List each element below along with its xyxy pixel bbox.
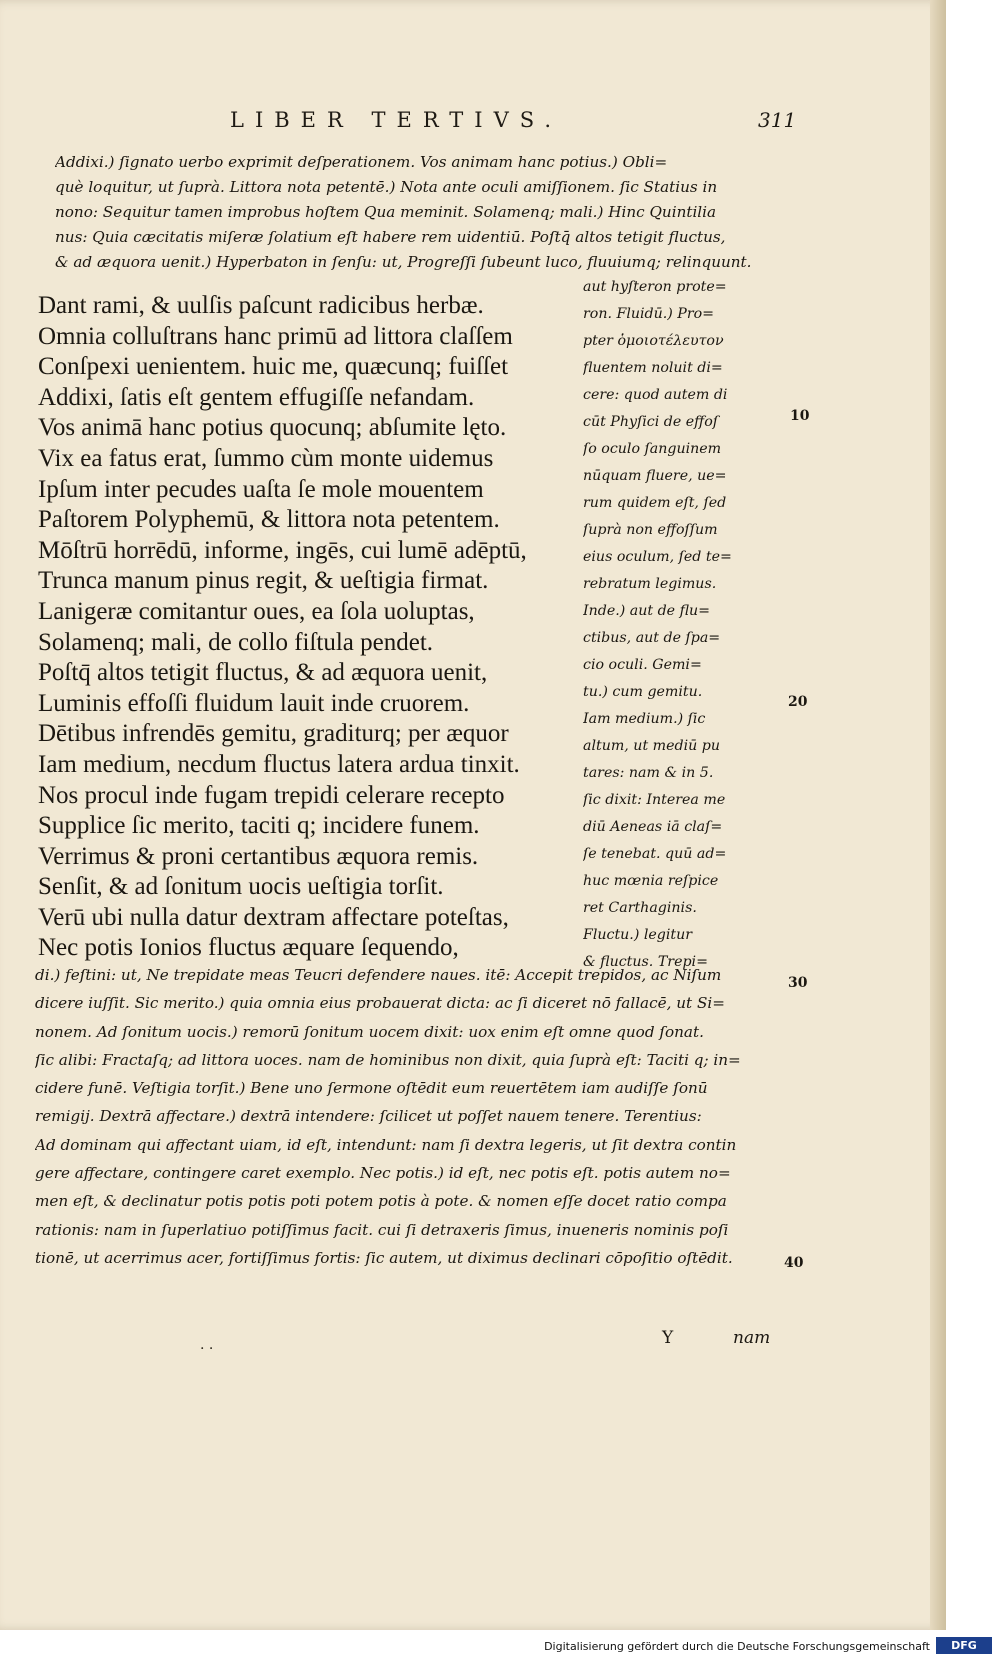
verse-line: Senſit, & ad ſonitum uocis ueſtigia torſit. xyxy=(38,873,444,901)
verse-line: Poſtq̄ altos tetigit fluctus, & ad æquora uenit, xyxy=(38,659,488,687)
commentary-line: rationis: nam in ſuperlatiuo potiſſimus facit. cui ſi detraxeris ſimus, inueneris nominis poſi xyxy=(35,1220,729,1239)
gloss-line: pter ὁμοιοτέλευτον xyxy=(583,333,724,349)
running-head xyxy=(0,108,946,142)
gloss-line: aut hyſteron prote= xyxy=(583,279,727,295)
commentary-line: dicere iuſſit. Sic merito.) quia omnia eius probauerat dicta: ac ſi diceret nō fallacē, ut Si= xyxy=(35,994,725,1013)
gloss-line: fluentem noluit di= xyxy=(583,360,723,376)
verse-block xyxy=(38,291,588,964)
line-number-40: 40 xyxy=(784,1255,804,1271)
printer-dots: . . xyxy=(200,1337,214,1353)
commentary-line: nono: Sequitur tamen improbus hoſtem Qua meminit. Solamenq; mali.) Hinc Quintilia xyxy=(55,203,717,221)
verse-line: Conſpexi uenientem. huic me, quæcunq; fuiſſet xyxy=(38,353,509,381)
verse-line: Dant rami, & uulſis paſcunt radicibus herbæ. xyxy=(38,292,484,319)
commentary-line: remigij. Dextrā affectare.) dextrā intendere: ſcilicet ut poſſet nauem tenere. Terentius: xyxy=(35,1107,702,1126)
side-gloss xyxy=(583,274,778,976)
catchword: nam xyxy=(733,1328,771,1348)
gloss-line: cere: quod autem di xyxy=(583,387,728,403)
dfg-logo-icon: DFG xyxy=(936,1637,992,1654)
running-title: LIBER TERTIVS. xyxy=(230,108,563,132)
commentary-line: ſic alibi: Fractaſq; ad littora uoces. nam de hominibus non dixit, quia ſuprà eſt: Taciti q; in= xyxy=(35,1050,741,1069)
verse-line: Vos animā hanc potius quocunq; abſumite lęto. xyxy=(38,414,507,442)
commentary-top xyxy=(55,150,780,275)
gloss-line: rum quidem eſt, ſed xyxy=(583,495,727,511)
line-number-20: 20 xyxy=(788,694,808,710)
verse-line: Addixi, ſatis eſt gentem effugiſſe nefandam. xyxy=(38,383,475,411)
line-number-30: 30 xyxy=(788,975,808,991)
gloss-line: Inde.) aut de flu= xyxy=(583,603,711,619)
verse-line: Lanigeræ comitantur oues, ea ſola uoluptas, xyxy=(38,597,475,625)
gloss-line: ret Carthaginis. xyxy=(583,900,697,916)
verse-line: Nec potis Ionios fluctus æquare ſequendo, xyxy=(38,934,459,962)
gloss-line: diū Aeneas iā claſ= xyxy=(583,819,723,835)
commentary-line: & ad æquora uenit.) Hyperbaton in ſenſu: ut, Progreſſi ſubeunt luco, fluuiumq; relinquunt. xyxy=(55,253,752,271)
verse-line: Solamenq; mali, de collo fiſtula pendet. xyxy=(38,628,434,656)
verse-line: Dētibus infrendēs gemitu, graditurq; per æquor xyxy=(38,720,509,748)
commentary-line: men eſt, & declinatur potis potis poti potem potis à pote. & nomen eſſe docet ratio compa xyxy=(35,1192,727,1211)
verse-line: Omnia colluſtrans hanc primū ad littora claſſem xyxy=(38,322,513,350)
commentary-line: nonem. Ad ſonitum uocis.) remorū ſonitum uocem dixit: uox enim eſt omne quod ſonat. xyxy=(35,1022,704,1041)
gloss-line: cūt Phyſici de effoſ xyxy=(583,414,719,430)
gloss-line: huc mœnia reſpice xyxy=(583,873,719,889)
commentary-line: gere affectare, contingere caret exemplo. Nec potis.) id eſt, nec potis eſt. potis autem no= xyxy=(35,1164,731,1183)
gloss-line: Fluctu.) legitur xyxy=(583,927,693,943)
gloss-line: Iam medium.) ſic xyxy=(583,711,706,727)
verse-line: Verrimus & proni certantibus æquora remis. xyxy=(38,842,479,870)
verse-line: Supplice ſic merito, taciti q; incidere funem. xyxy=(38,812,480,840)
verse-line: Mōſtrū horrēdū, informe, ingēs, cui lumē adēptū, xyxy=(38,536,527,564)
commentary-line: Addixi.) ſignato uerbo exprimit deſperationem. Vos animam hanc potius.) Obli= xyxy=(55,153,668,171)
gloss-line: ſo oculo ſanguinem xyxy=(583,441,722,457)
commentary-line: cidere funē. Veſtigia torſit.) Bene uno ſermone oſtēdit eum reuertētem iam audiſſe ſonū xyxy=(35,1079,708,1098)
gloss-line: tares: nam & in 5. xyxy=(583,765,714,781)
gloss-line: ron. Fluidū.) Pro= xyxy=(583,306,715,322)
funding-credit: Digitalisierung gefördert durch die Deutsche Forschungsgemeinschaft xyxy=(544,1640,930,1653)
verse-line: Vix ea fatus erat, ſummo cùm monte uidemus xyxy=(38,444,494,472)
folio-number: 311 xyxy=(758,108,797,132)
commentary-line: nus: Quia cæcitatis miſeræ ſolatium eſt habere rem uidentiū. Poſtq̄ altos tetigit fluctus, xyxy=(55,228,726,246)
gloss-line: ſic dixit: Interea me xyxy=(583,792,726,808)
commentary-bottom xyxy=(35,961,780,1272)
line-number-10: 10 xyxy=(790,408,810,424)
gloss-line: tu.) cum gemitu. xyxy=(583,684,703,700)
verse-line: Iam medium, necdum fluctus latera ardua tinxit. xyxy=(38,750,520,778)
commentary-line: di.) feſtini: ut, Ne trepidate meas Teucri defendere naues. itē: Accepit trepidos, ac Niſum xyxy=(35,966,722,984)
gloss-line: rebratum legimus. xyxy=(583,576,717,592)
gloss-line: ſe tenebat. quū ad= xyxy=(583,846,727,862)
verse-line: Verū ubi nulla datur dextram affectare poteſtas, xyxy=(38,903,509,931)
page-edge xyxy=(930,0,946,1630)
verse-line: Nos procul inde fugam trepidi celerare recepto xyxy=(38,781,505,809)
gloss-line: ſuprà non effoſſum xyxy=(583,522,718,538)
commentary-line: tionē, ut acerrimus acer, fortiſſimus fortis: ſic autem, ut diximus declinari cōpoſitio oſtēdit. xyxy=(35,1248,733,1267)
commentary-line: què loquitur, ut ſuprà. Littora nota petentē.) Nota ante oculi amiſſionem. ſic Statius in xyxy=(55,178,718,196)
signature-mark: Y xyxy=(662,1328,674,1348)
digitization-footer xyxy=(0,1630,1000,1659)
commentary-line: Ad dominam qui affectant uiam, id eſt, intendunt: nam ſi dextra legeris, ut ſit dextra contin xyxy=(35,1135,737,1154)
verse-line: Trunca manum pinus regit, & ueſtigia firmat. xyxy=(38,567,489,595)
gloss-line: cio oculi. Gemi= xyxy=(583,657,702,673)
verse-line: Luminis effoſſi fluidum lauit inde cruorem. xyxy=(38,689,470,717)
gloss-line: altum, ut mediū pu xyxy=(583,738,720,754)
verse-line: Paſtorem Polyphemū, & littora nota petentem. xyxy=(38,506,500,534)
gloss-line: ctibus, aut de ſpa= xyxy=(583,630,721,646)
gloss-line: & fluctus. Trepi= xyxy=(583,954,708,970)
gloss-line: nūquam fluere, ue= xyxy=(583,468,727,484)
verse-line: Ipſum inter pecudes uaſta ſe mole mouentem xyxy=(38,475,484,503)
gloss-line: eius oculum, ſed te= xyxy=(583,549,732,565)
